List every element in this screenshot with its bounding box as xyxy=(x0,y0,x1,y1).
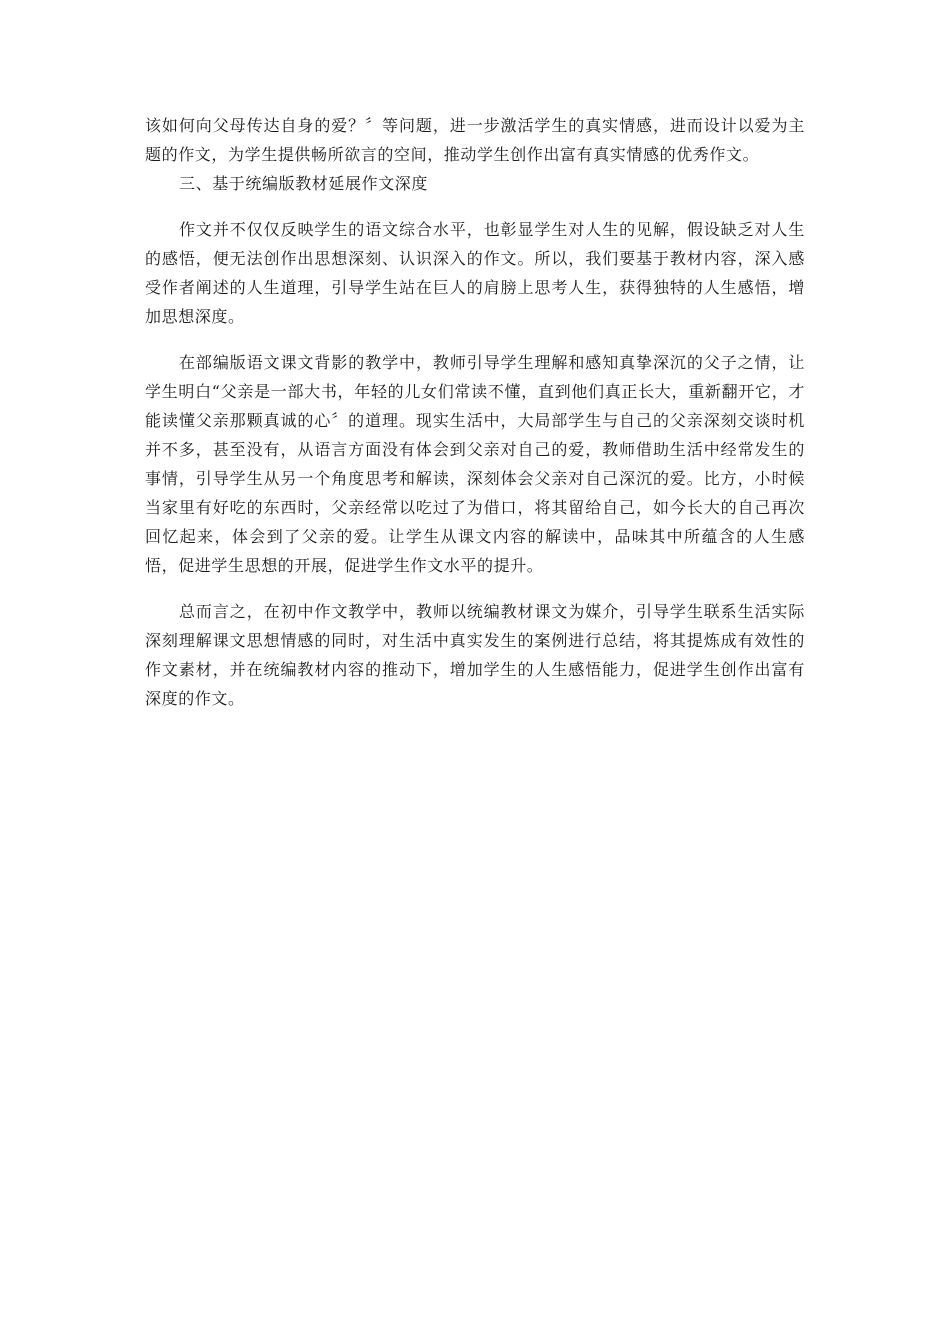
paragraph-conclusion: 总而言之，在初中作文教学中，教师以统编教材课文为媒介，引导学生联系生活实际深刻理解课文思想情感的同时，对生活中真实发生的案例进行总结，将其提炼成有效性的作文素材，并在统编教材内容的推动下，增加学生的人生感悟能力，促进学生创作出富有深度的作文。 xyxy=(145,602,805,708)
paragraph-essay-depth: 作文并不仅仅反映学生的语文综合水平，也彰显学生对人生的见解，假设缺乏对人生的感悟，便无法创作出思想深刻、认识深入的作文。所以，我们要基于教材内容，深入感受作者阐述的人生道理，引导学生站在巨人的肩膀上思考人生，获得独特的人生感悟，增加思想深度。 xyxy=(145,220,805,326)
paragraph-continuation: 该如何向父母传达自身的爱？〞等问题，进一步激活学生的真实情感，进而设计以爱为主题的作文，为学生提供畅所欲言的空间，推动学生创作出富有真实情感的优秀作文。 xyxy=(145,116,805,164)
document-body xyxy=(145,111,805,713)
section-heading: 三、基于统编版教材延展作文深度 xyxy=(179,174,429,193)
paragraph-beiying-lesson: 在部编版语文课文背影的教学中，教师引导学生理解和感知真挚深沉的父子之情，让学生明白“父亲是一部大书，年轻的儿女们常读不懂，直到他们真正长大，重新翻开它，才能读懂父亲那颗真诚的心〞的道理。现实生活中，大局部学生与自己的父亲深刻交谈时机并不多，甚至没有，从语言方面没有体会到父亲对自己的爱，教师借助生活中经常发生的事情，引导学生从另一个角度思考和解读，深刻体会父亲对自己深沉的爱。比方，小时候当家里有好吃的东西时，父亲经常以吃过了为借口，将其留给自己，如今长大的自己再次回忆起来，体会到了父亲的爱。让学生从课文内容的解读中，品味其中所蕴含的人生感悟，促进学生思想的开展，促进学生作文水平的提升。 xyxy=(145,353,805,575)
